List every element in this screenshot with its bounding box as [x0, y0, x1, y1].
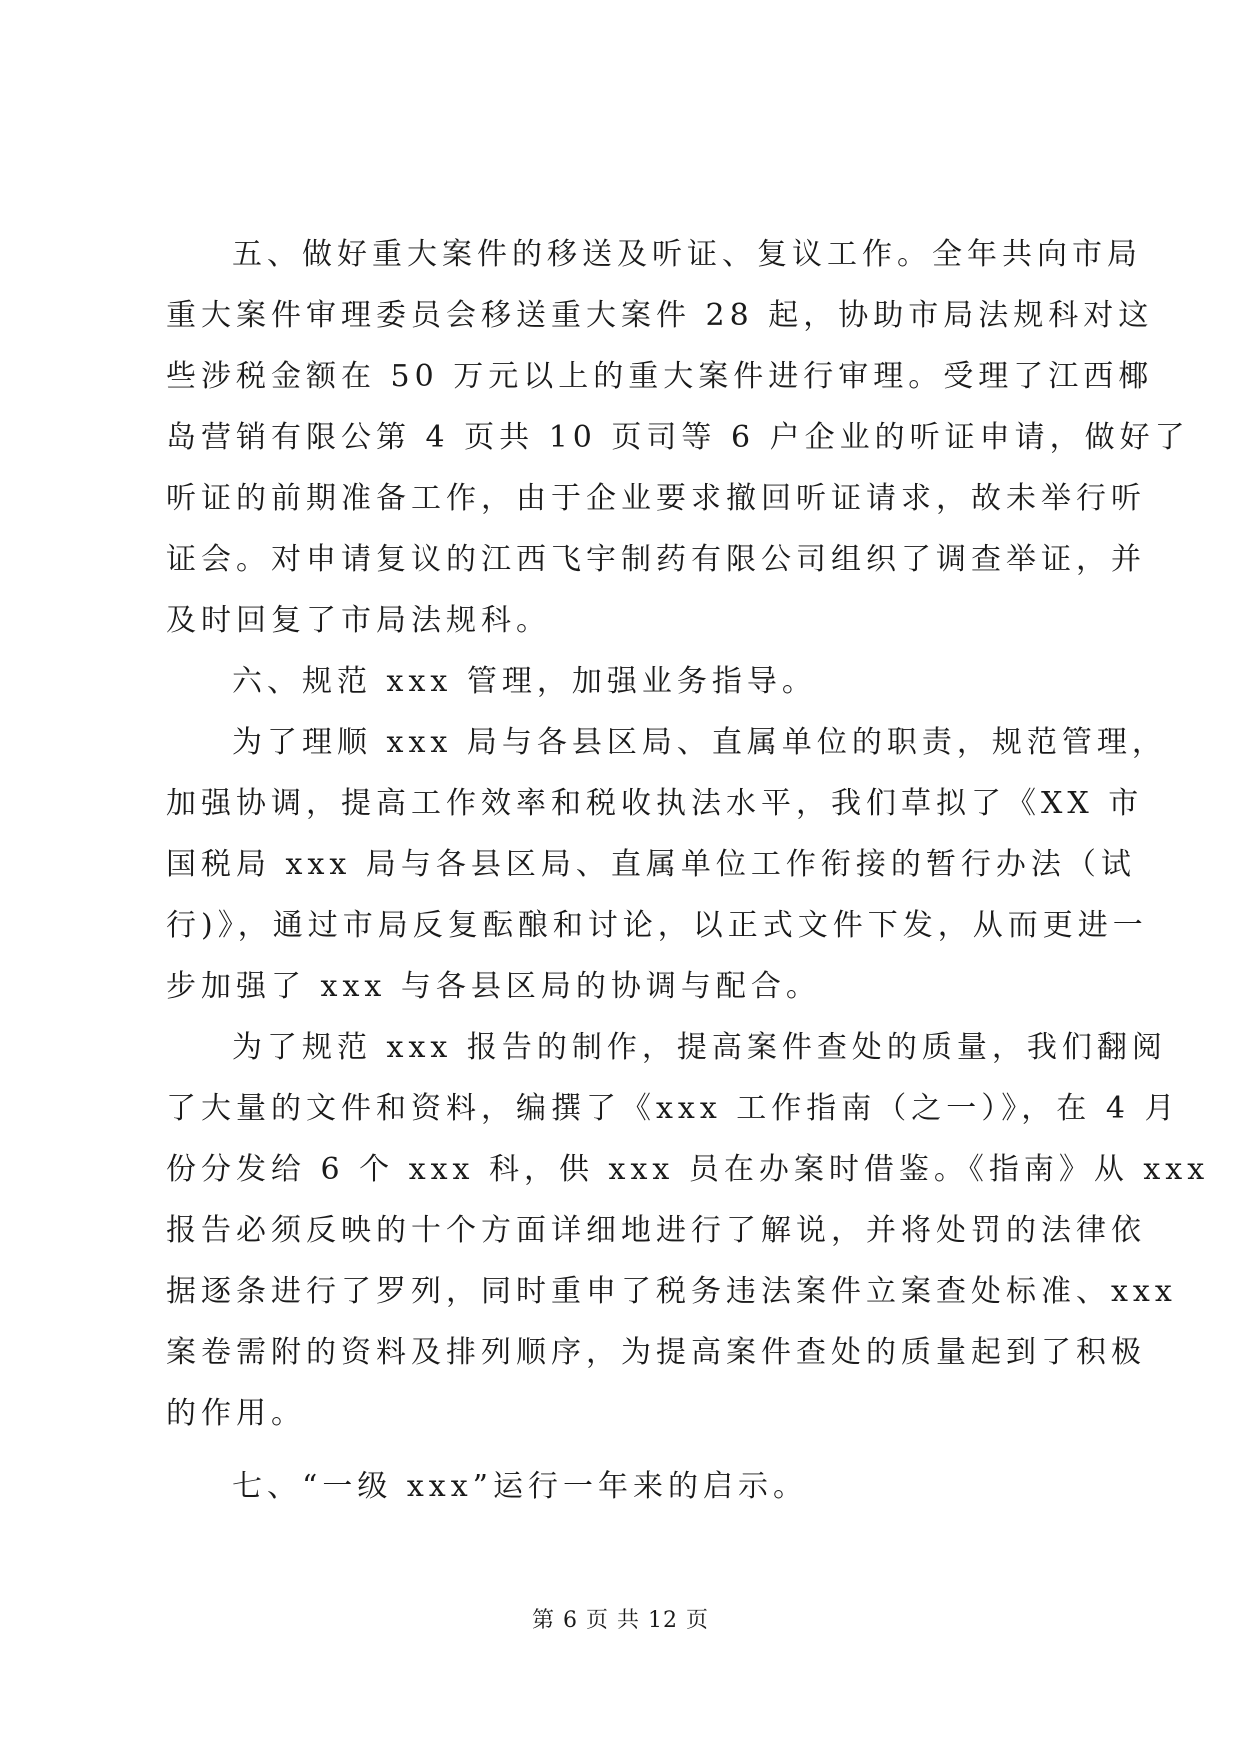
- text-line: 为了规范 xxx 报告的制作，提高案件查处的质量，我们翻阅: [232, 1030, 1167, 1065]
- text-line: 了大量的文件和资料，编撰了《xxx 工作指南（之一）》，在 4 月: [166, 1091, 1180, 1126]
- text-line: 行)》，通过市局反复酝酿和讨论，以正式文件下发，从而更进一: [166, 908, 1148, 943]
- text-line: 步加强了 xxx 与各县区局的协调与配合。: [166, 969, 821, 1004]
- paragraph-guide: [166, 1017, 1210, 1444]
- text-line: 据逐条进行了罗列，同时重申了税务违法案件立案查处标准、xxx: [166, 1274, 1177, 1309]
- text-line: 报告必须反映的十个方面详细地进行了解说，并将处罚的法律依: [166, 1213, 1146, 1248]
- text-line: 些涉税金额在 50 万元以上的重大案件进行审理。受理了江西椰: [166, 359, 1154, 394]
- text-line: 加强协调，提高工作效率和税收执法水平，我们草拟了《XX 市: [166, 786, 1144, 821]
- text-line: 及时回复了市局法规科。: [166, 603, 551, 638]
- section-heading: 六、规范 xxx 管理，加强业务指导。: [232, 664, 817, 699]
- section-heading: 七、“一级 xxx”运行一年来的启示。: [232, 1469, 808, 1504]
- paragraph-section-7-heading: [166, 1456, 1086, 1517]
- text-line: 五、做好重大案件的移送及听证、复议工作。全年共向市局: [232, 237, 1142, 272]
- page-number-label: 第 6 页 共 12 页: [532, 1608, 709, 1633]
- text-line: 的作用。: [166, 1396, 306, 1431]
- text-line: 案卷需附的资料及排列顺序，为提高案件查处的质量起到了积极: [166, 1335, 1146, 1370]
- text-line: 证会。对申请复议的江西飞宇制药有限公司组织了调查举证，并: [166, 542, 1146, 577]
- text-line: 国税局 xxx 局与各县区局、直属单位工作衔接的暂行办法（试: [166, 847, 1136, 882]
- text-line: 重大案件审理委员会移送重大案件 28 起，协助市局法规科对这: [166, 298, 1154, 333]
- text-line: 为了理顺 xxx 局与各县区局、直属单位的职责，规范管理，: [232, 725, 1167, 760]
- text-line: 岛营销有限公第 4 页共 10 页司等 6 户企业的听证申请，做好了: [166, 420, 1190, 455]
- text-line: 听证的前期准备工作，由于企业要求撤回听证请求，故未举行听: [166, 481, 1146, 516]
- paragraph-coordination: [166, 712, 1167, 1017]
- paragraph-section-6-heading: [166, 651, 1086, 712]
- page-footer: [0, 1606, 1241, 1636]
- text-line: 份分发给 6 个 xxx 科，供 xxx 员在办案时借鉴。《指南》从 xxx: [166, 1152, 1210, 1187]
- document-body: [166, 224, 1210, 1517]
- paragraph-section-5: [166, 224, 1190, 651]
